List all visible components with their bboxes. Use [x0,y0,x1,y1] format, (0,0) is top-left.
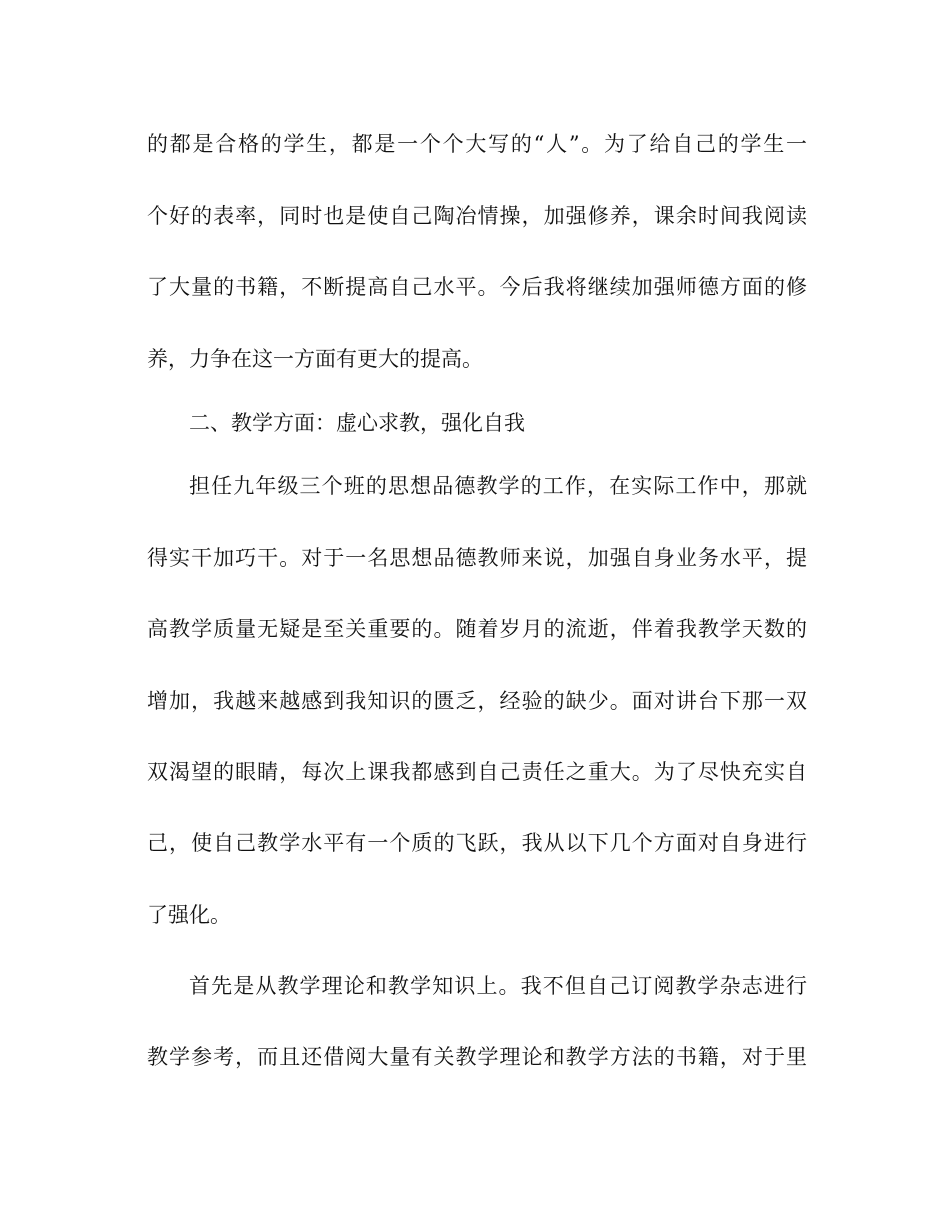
text-line-8: 高教学质量无疑是至关重要的。随着岁月的流逝，伴着我教学天数的 [147,617,807,641]
text-line-1: 的都是合格的学生，都是一个个大写的“人”。为了给自己的学生一 [147,132,807,156]
text-line-10: 双渴望的眼睛，每次上课我都感到自己责任之重大。为了尽快充实自 [147,760,807,784]
text-line-2: 个好的表率，同时也是使自己陶冶情操，加强修养，课余时间我阅读 [147,204,807,228]
text-line-6: 担任九年级三个班的思想品德教学的工作，在实际工作中，那就 [189,474,807,498]
text-line-13: 首先是从教学理论和教学知识上。我不但自己订阅教学杂志进行 [189,974,807,998]
text-line-11: 己，使自己教学水平有一个质的飞跃，我从以下几个方面对自身进行 [147,831,807,855]
text-line-3: 了大量的书籍，不断提高自己水平。今后我将继续加强师德方面的修 [147,275,807,299]
text-line-7: 得实干加巧干。对于一名思想品德教师来说，加强自身业务水平，提 [147,546,807,570]
section-heading: 二、教学方面：虚心求教，强化自我 [189,411,525,435]
text-line-12: 了强化。 [147,903,231,927]
text-line-4: 养，力争在这一方面有更大的提高。 [147,347,483,371]
text-line-14: 教学参考，而且还借阅大量有关教学理论和教学方法的书籍，对于里 [147,1045,807,1069]
text-line-9: 增加，我越来越感到我知识的匮乏，经验的缺少。面对讲台下那一双 [147,689,807,713]
